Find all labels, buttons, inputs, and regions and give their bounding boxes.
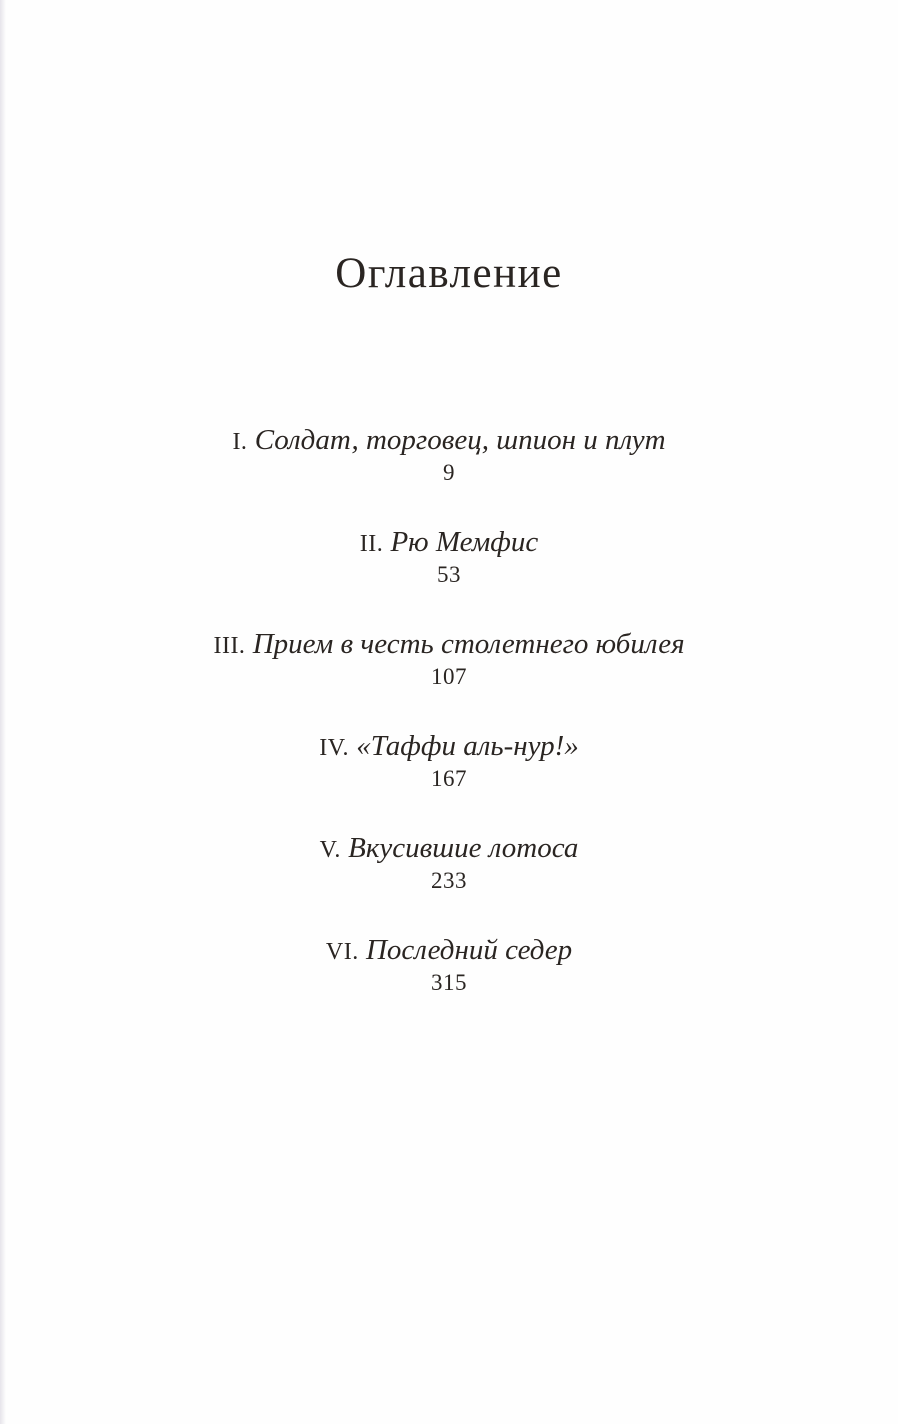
page-title: Оглавление (335, 250, 563, 297)
chapter-page-number: 53 (437, 562, 461, 587)
table-of-contents (0, 423, 898, 1035)
toc-entry-4 (0, 729, 898, 793)
chapter-numeral: VI. (325, 939, 359, 965)
chapter-title: «Таффи аль-нур!» (356, 730, 579, 762)
toc-entry-2 (0, 525, 898, 589)
toc-entry-line (0, 933, 898, 969)
toc-entry-line (0, 627, 898, 663)
chapter-page-number: 107 (431, 664, 467, 689)
toc-entry-line (0, 525, 898, 561)
chapter-title: Солдат, торговец, шпион и плут (254, 424, 666, 456)
chapter-title: Рю Мемфис (390, 526, 539, 558)
chapter-title: Прием в честь столетнего юбилея (252, 628, 685, 660)
toc-entry-line (0, 423, 898, 459)
chapter-numeral: III. (213, 633, 246, 659)
chapter-page-number: 167 (431, 766, 467, 791)
chapter-title: Вкусившие лотоса (348, 832, 579, 864)
chapter-numeral: I. (232, 429, 248, 455)
chapter-title: Последний седер (365, 934, 573, 966)
chapter-page-number: 9 (443, 460, 455, 485)
toc-entry-1 (0, 423, 898, 487)
chapter-numeral: II. (359, 531, 384, 557)
chapter-numeral: V. (319, 837, 341, 863)
toc-entry-line (0, 831, 898, 867)
chapter-page-number: 315 (431, 970, 467, 995)
chapter-page-number: 233 (431, 868, 467, 893)
toc-entry-5 (0, 831, 898, 895)
toc-entry-3 (0, 627, 898, 691)
toc-entry-6 (0, 933, 898, 997)
chapter-numeral: IV. (319, 735, 349, 761)
toc-entry-line (0, 729, 898, 765)
